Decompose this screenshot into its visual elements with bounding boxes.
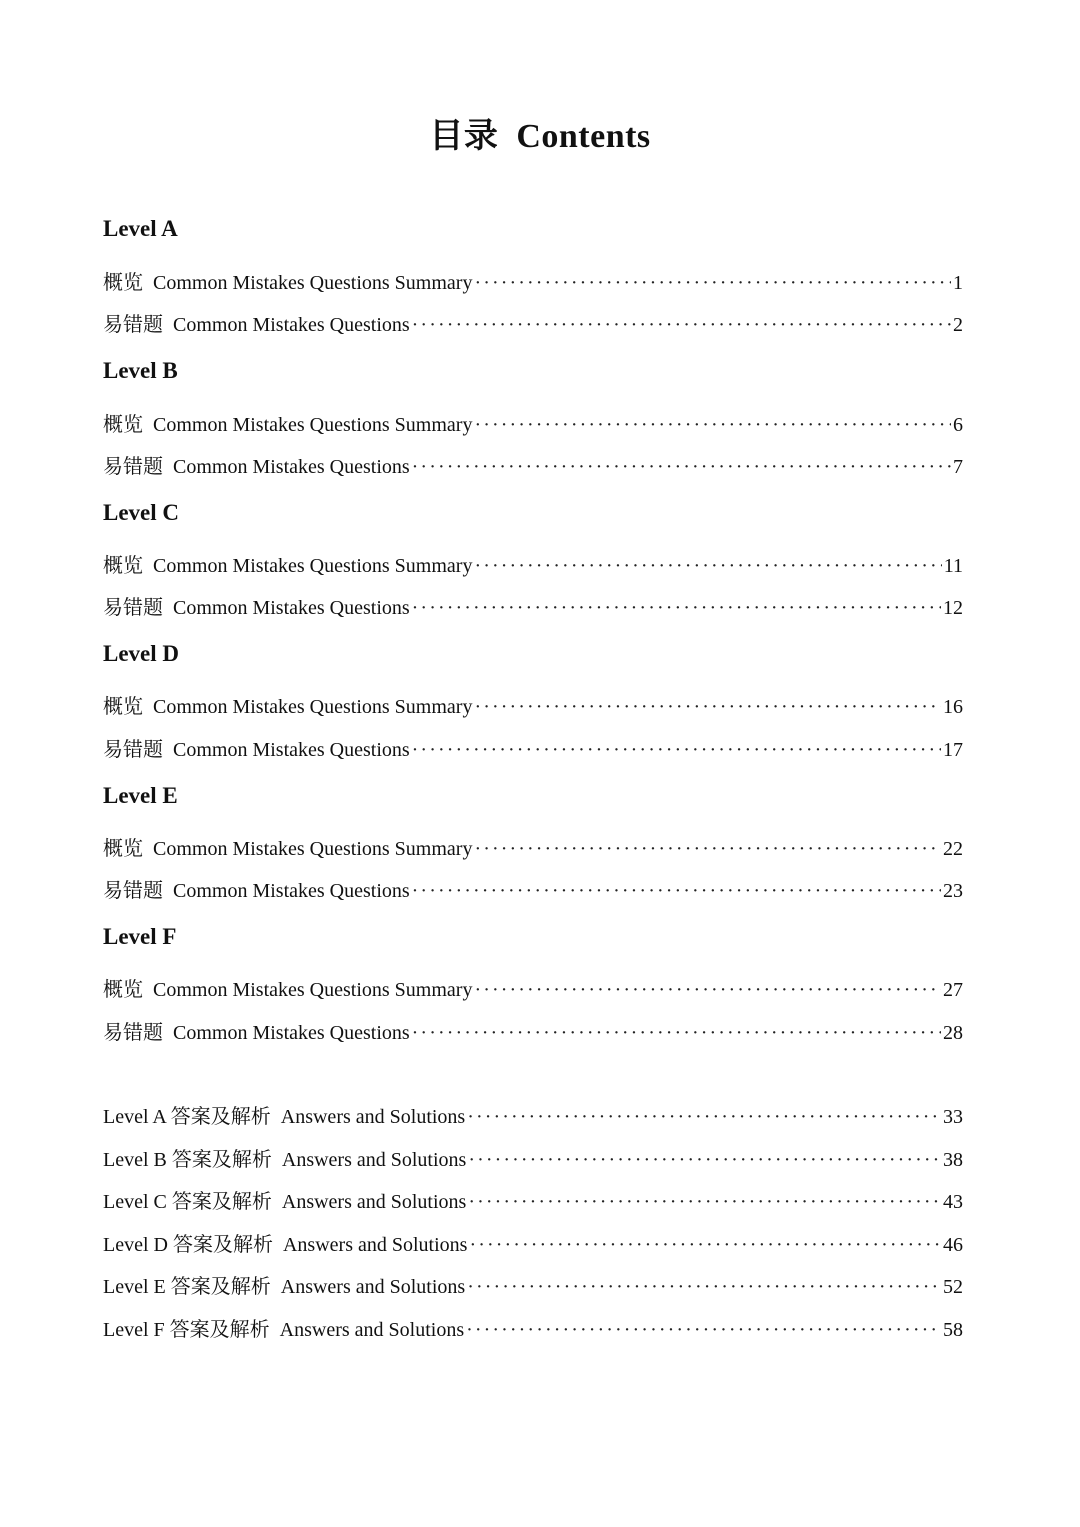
dot-leader [468,1149,941,1172]
dot-leader [412,597,941,620]
dot-leader [412,314,951,337]
dot-leader [412,739,941,762]
toc-entry-level-c-questions[interactable] [103,591,963,619]
page-number: 7 [953,456,963,478]
entry-level: Level F [103,1319,165,1341]
page-number: 28 [943,1022,963,1044]
toc-entry-answers-level-f[interactable] [103,1313,963,1341]
dot-leader [467,1276,941,1299]
toc-entry-level-f-summary[interactable] [103,973,963,1001]
entry-label-zh: 概览 [103,414,143,436]
page-number: 1 [953,272,963,294]
entry-label-zh: 易错题 [103,314,163,336]
page-number: 2 [953,314,963,336]
entry-label-en: Common Mistakes Questions Summary [153,414,473,436]
page-number: 46 [943,1234,963,1256]
entry-label-zh: 概览 [103,696,143,718]
entry-label-zh: 答案及解析 [170,1276,271,1298]
toc-entry-answers-level-a[interactable] [103,1100,963,1128]
dot-leader [474,414,951,437]
page-number: 27 [943,979,963,1001]
entry-label-zh: 概览 [103,838,143,860]
dot-leader [466,1319,941,1342]
entry-label-en: Answers and Solutions [281,1191,467,1213]
entry-level: Level D [103,1234,168,1256]
page-title [0,108,1080,157]
section-heading-level-c: Level C [103,500,180,525]
page-number: 12 [943,597,963,619]
dot-leader [474,555,941,578]
page-number: 11 [943,555,963,577]
entry-label-zh: 易错题 [103,1022,163,1044]
dot-leader [474,696,941,719]
entry-label-en: Common Mistakes Questions [173,739,410,761]
page-number: 22 [943,838,963,860]
section-heading-level-d: Level D [103,641,180,666]
dot-leader [412,1022,941,1045]
section-heading-level-f: Level F [103,924,177,949]
entry-label-zh: 易错题 [103,880,163,902]
entry-label-zh: 易错题 [103,456,163,478]
page-number: 58 [943,1319,963,1341]
entry-label-en: Common Mistakes Questions [173,597,410,619]
entry-label-en: Common Mistakes Questions Summary [153,979,473,1001]
page-title-zh: 目录 [429,118,499,155]
page-number: 38 [943,1149,963,1171]
section-heading-level-e: Level E [103,783,178,808]
entry-level: Level A [103,1106,166,1128]
entry-label-en: Answers and Solutions [280,1106,466,1128]
toc-entry-answers-level-d[interactable] [103,1228,963,1256]
dot-leader [469,1234,941,1257]
page-number: 33 [943,1106,963,1128]
entry-label-zh: 答案及解析 [172,1234,273,1256]
entry-label-zh: 答案及解析 [170,1106,271,1128]
section-heading-level-b: Level B [103,358,178,383]
dot-leader [474,979,941,1002]
entry-label-en: Common Mistakes Questions Summary [153,838,473,860]
entry-level: Level B [103,1149,167,1171]
dot-leader [412,880,941,903]
entry-label-zh: 易错题 [103,739,163,761]
page-number: 16 [943,696,963,718]
entry-label-en: Answers and Solutions [282,1234,468,1256]
entry-label-zh: 概览 [103,555,143,577]
toc-entry-level-d-questions[interactable] [103,733,963,761]
toc-entry-level-b-questions[interactable] [103,450,963,478]
entry-label-en: Common Mistakes Questions Summary [153,555,473,577]
entry-level: Level C [103,1191,167,1213]
entry-label-en: Answers and Solutions [281,1149,467,1171]
toc-entry-level-c-summary[interactable] [103,549,963,577]
toc-entry-answers-level-c[interactable] [103,1185,963,1213]
toc-entry-answers-level-e[interactable] [103,1270,963,1298]
toc-entry-level-a-summary[interactable] [103,266,963,294]
page-number: 43 [943,1191,963,1213]
entry-label-en: Common Mistakes Questions [173,456,410,478]
dot-leader [474,838,941,861]
toc-entry-level-f-questions[interactable] [103,1016,963,1044]
dot-leader [468,1191,941,1214]
dot-leader [474,272,951,295]
page-number: 23 [943,880,963,902]
entry-label-en: Common Mistakes Questions Summary [153,272,473,294]
toc-entry-level-d-summary[interactable] [103,690,963,718]
entry-label-zh: 答案及解析 [169,1319,270,1341]
page-number: 17 [943,739,963,761]
page-number: 52 [943,1276,963,1298]
entry-label-en: Common Mistakes Questions [173,314,410,336]
entry-label-en: Common Mistakes Questions Summary [153,696,473,718]
toc-entry-answers-level-b[interactable] [103,1143,963,1171]
entry-label-en: Common Mistakes Questions [173,880,410,902]
entry-label-zh: 答案及解析 [171,1191,272,1213]
toc-entry-level-b-summary[interactable] [103,408,963,436]
entry-level: Level E [103,1276,166,1298]
entry-label-zh: 易错题 [103,597,163,619]
toc-entry-level-e-questions[interactable] [103,874,963,902]
entry-label-zh: 答案及解析 [171,1149,272,1171]
toc-entry-level-e-summary[interactable] [103,832,963,860]
entry-label-zh: 概览 [103,272,143,294]
dot-leader [412,456,951,479]
dot-leader [467,1106,941,1129]
entry-label-en: Answers and Solutions [280,1276,466,1298]
entry-label-en: Answers and Solutions [279,1319,465,1341]
page-title-en: Contents [516,118,651,155]
page-number: 6 [953,414,963,436]
toc-entry-level-a-questions[interactable] [103,308,963,336]
entry-label-zh: 概览 [103,979,143,1001]
entry-label-en: Common Mistakes Questions [173,1022,410,1044]
section-heading-level-a: Level A [103,216,178,241]
